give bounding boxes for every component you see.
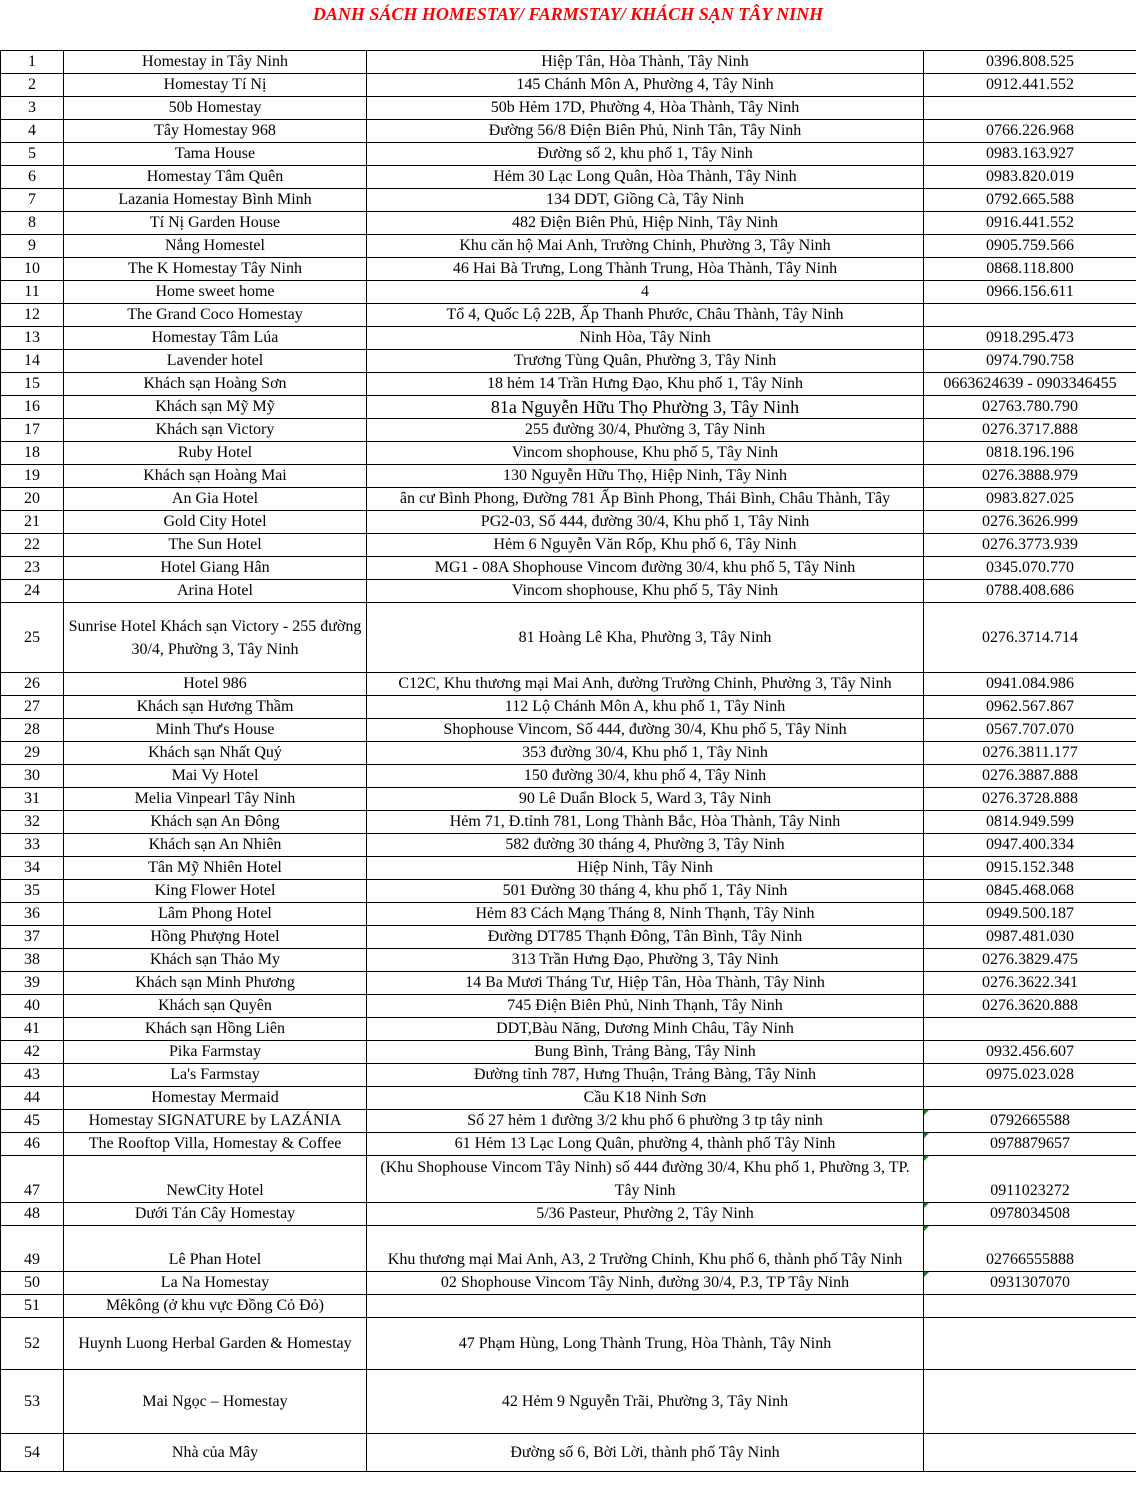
address-cell[interactable]: 112 Lộ Chánh Môn A, khu phố 1, Tây Ninh	[367, 696, 924, 719]
address-cell[interactable]: 5/36 Pasteur, Phường 2, Tây Ninh	[367, 1203, 924, 1226]
phone-cell[interactable]: 0947.400.334	[924, 834, 1136, 857]
table-row	[1, 465, 1136, 488]
phone-cell[interactable]: 0567.707.070	[924, 719, 1136, 742]
phone-cell[interactable]: 0345.070.770	[924, 557, 1136, 580]
address-cell[interactable]: 18 hẻm 14 Trần Hưng Đạo, Khu phố 1, Tây Ninh	[367, 373, 924, 396]
table-row	[1, 396, 1136, 419]
table-row	[1, 995, 1136, 1018]
phone-cell[interactable]: 0987.481.030	[924, 926, 1136, 949]
row-number-cell[interactable]: 24	[1, 580, 64, 603]
phone-cell[interactable]: 0276.3626.999	[924, 511, 1136, 534]
phone-cell[interactable]	[924, 1434, 1136, 1472]
address-cell[interactable]: 61 Hẻm 13 Lạc Long Quân, phường 4, thành phố Tây Ninh	[367, 1133, 924, 1156]
row-number-cell[interactable]: 11	[1, 281, 64, 304]
address-cell[interactable]: Ninh Hòa, Tây Ninh	[367, 327, 924, 350]
row-number-cell[interactable]: 21	[1, 511, 64, 534]
table-row	[1, 419, 1136, 442]
row-number-cell[interactable]: 36	[1, 903, 64, 926]
row-number-cell[interactable]: 25	[1, 603, 64, 673]
row-number-cell[interactable]: 54	[1, 1434, 64, 1472]
address-cell[interactable]: 130 Nguyễn Hữu Thọ, Hiệp Ninh, Tây Ninh	[367, 465, 924, 488]
address-cell[interactable]	[367, 1295, 924, 1318]
name-cell[interactable]: Huynh Luong Herbal Garden & Homestay	[64, 1318, 367, 1370]
address-cell[interactable]: Bung Bình, Trảng Bàng, Tây Ninh	[367, 1041, 924, 1064]
address-cell[interactable]: Đường DT785 Thạnh Đông, Tân Bình, Tây Ninh	[367, 926, 924, 949]
row-number-cell[interactable]: 44	[1, 1087, 64, 1110]
address-cell[interactable]: (Khu Shophouse Vincom Tây Ninh) số 444 đường 30/4, Khu phố 1, Phường 3, TP. Tây Ninh	[367, 1156, 924, 1203]
table-row	[1, 534, 1136, 557]
row-number-cell[interactable]: 6	[1, 166, 64, 189]
name-cell[interactable]: Khách sạn An Đông	[64, 811, 367, 834]
row-number-cell[interactable]: 20	[1, 488, 64, 511]
listing-table	[0, 50, 1136, 1472]
row-number-cell[interactable]: 23	[1, 557, 64, 580]
phone-cell[interactable]: 0276.3714.714	[924, 603, 1136, 673]
name-cell[interactable]: Nắng Homestel	[64, 235, 367, 258]
address-cell[interactable]: Hiệp Ninh, Tây Ninh	[367, 857, 924, 880]
address-cell[interactable]: Hẻm 6 Nguyễn Văn Rốp, Khu phố 6, Tây Ninh	[367, 534, 924, 557]
phone-cell[interactable]: 02766555888	[924, 1226, 1136, 1272]
address-cell[interactable]: 50b Hẻm 17D, Phường 4, Hòa Thành, Tây Ninh	[367, 97, 924, 120]
table-row	[1, 350, 1136, 373]
row-number-cell[interactable]: 30	[1, 765, 64, 788]
phone-cell[interactable]: 0766.226.968	[924, 120, 1136, 143]
name-cell[interactable]: Khách sạn Quyên	[64, 995, 367, 1018]
table-row	[1, 1133, 1136, 1156]
address-cell[interactable]: 81a Nguyễn Hữu Thọ Phường 3, Tây Ninh	[367, 396, 924, 419]
name-cell[interactable]: Lazania Homestay Bình Minh	[64, 189, 367, 212]
table-row	[1, 1087, 1136, 1110]
row-number-cell[interactable]: 3	[1, 97, 64, 120]
address-text: C12C, Khu thương mại Mai Anh, đường Trường Chinh, Phường 3, Tây Ninh	[398, 675, 892, 692]
phone-cell[interactable]: 0978034508	[924, 1203, 1136, 1226]
name-cell[interactable]: Hồng Phượng Hotel	[64, 926, 367, 949]
address-cell[interactable]: Trương Tùng Quân, Phường 3, Tây Ninh	[367, 350, 924, 373]
name-cell[interactable]: Khách sạn Hoàng Mai	[64, 465, 367, 488]
row-number-cell[interactable]: 17	[1, 419, 64, 442]
row-number-cell[interactable]: 1	[1, 51, 64, 74]
name-cell[interactable]: The Sun Hotel	[64, 534, 367, 557]
address-cell[interactable]: DDT,Bàu Năng, Dương Minh Châu, Tây Ninh	[367, 1018, 924, 1041]
name-cell[interactable]: Tân Mỹ Nhiên Hotel	[64, 857, 367, 880]
table-row	[1, 880, 1136, 903]
row-number-cell[interactable]: 19	[1, 465, 64, 488]
row-number-cell[interactable]: 34	[1, 857, 64, 880]
table-row	[1, 1203, 1136, 1226]
row-number-cell[interactable]: 14	[1, 350, 64, 373]
phone-cell[interactable]	[924, 1087, 1136, 1110]
phone-cell[interactable]: 0792.665.588	[924, 189, 1136, 212]
table-row	[1, 1272, 1136, 1295]
name-cell[interactable]: Khách sạn Hương Thầm	[64, 696, 367, 719]
address-cell[interactable]: 482 Điện Biên Phủ, Hiệp Ninh, Tây Ninh	[367, 212, 924, 235]
table-row	[1, 742, 1136, 765]
table-row	[1, 1295, 1136, 1318]
row-number-cell[interactable]: 16	[1, 396, 64, 419]
table-row	[1, 235, 1136, 258]
row-number-cell[interactable]: 4	[1, 120, 64, 143]
table-row	[1, 696, 1136, 719]
address-cell[interactable]: 4	[367, 281, 924, 304]
phone-cell[interactable]: 0911023272	[924, 1156, 1136, 1203]
name-cell[interactable]: Hotel 986	[64, 673, 367, 696]
row-number-cell[interactable]: 46	[1, 1133, 64, 1156]
address-cell[interactable]: PG2-03, Số 444, đường 30/4, Khu phố 1, Tây Ninh	[367, 511, 924, 534]
phone-cell[interactable]: 0983.163.927	[924, 143, 1136, 166]
name-cell[interactable]: Homestay Tí Nị	[64, 74, 367, 97]
table-row	[1, 811, 1136, 834]
phone-cell[interactable]: 0276.3620.888	[924, 995, 1136, 1018]
name-cell[interactable]: The Grand Coco Homestay	[64, 304, 367, 327]
row-number-cell[interactable]: 47	[1, 1156, 64, 1203]
row-number-cell[interactable]: 50	[1, 1272, 64, 1295]
row-number-cell[interactable]: 43	[1, 1064, 64, 1087]
name-cell[interactable]: Home sweet home	[64, 281, 367, 304]
name-cell[interactable]: Khách sạn Hồng Liên	[64, 1018, 367, 1041]
address-cell[interactable]: 745 Điện Biên Phủ, Ninh Thạnh, Tây Ninh	[367, 995, 924, 1018]
name-cell[interactable]: Mai Vy Hotel	[64, 765, 367, 788]
table-row	[1, 719, 1136, 742]
address-cell[interactable]: 90 Lê Duẩn Block 5, Ward 3, Tây Ninh	[367, 788, 924, 811]
name-cell[interactable]: Dưới Tán Cây Homestay	[64, 1203, 367, 1226]
phone-cell[interactable]: 0918.295.473	[924, 327, 1136, 350]
name-cell[interactable]: Homestay SIGNATURE by LAZÁNIA	[64, 1110, 367, 1133]
address-cell[interactable]: Hiệp Tân, Hòa Thành, Tây Ninh	[367, 51, 924, 74]
phone-cell[interactable]	[924, 97, 1136, 120]
spreadsheet	[0, 50, 1136, 1472]
table-row	[1, 1226, 1136, 1272]
name-cell[interactable]: Sunrise Hotel Khách sạn Victory - 255 đường 30/4, Phường 3, Tây Ninh	[64, 603, 367, 673]
name-cell[interactable]: Lê Phan Hotel	[64, 1226, 367, 1272]
table-row	[1, 442, 1136, 465]
table-row	[1, 488, 1136, 511]
address-cell[interactable]: 14 Ba Mươi Tháng Tư, Hiệp Tân, Hòa Thành, Tây Ninh	[367, 972, 924, 995]
name-cell[interactable]: The Rooftop Villa, Homestay & Coffee	[64, 1133, 367, 1156]
table-row	[1, 557, 1136, 580]
phone-cell[interactable]: 0905.759.566	[924, 235, 1136, 258]
table-row	[1, 1018, 1136, 1041]
address-cell[interactable]	[367, 673, 924, 696]
phone-cell[interactable]: 0276.3622.341	[924, 972, 1136, 995]
phone-cell[interactable]: 0916.441.552	[924, 212, 1136, 235]
table-row	[1, 74, 1136, 97]
address-cell[interactable]: Khu thương mại Mai Anh, A3, 2 Trường Chinh, Khu phố 6, thành phố Tây Ninh	[367, 1226, 924, 1272]
table-row	[1, 511, 1136, 534]
name-cell[interactable]: An Gia Hotel	[64, 488, 367, 511]
name-cell[interactable]: Ruby Hotel	[64, 442, 367, 465]
name-cell[interactable]: Mêkông (ở khu vực Đồng Cỏ Đỏ)	[64, 1295, 367, 1318]
address-cell[interactable]	[367, 488, 924, 511]
name-cell[interactable]: Minh Thư's House	[64, 719, 367, 742]
phone-cell[interactable]: 0788.408.686	[924, 580, 1136, 603]
phone-cell[interactable]: 0915.152.348	[924, 857, 1136, 880]
phone-cell[interactable]	[924, 1018, 1136, 1041]
name-cell[interactable]: Melia Vinpearl Tây Ninh	[64, 788, 367, 811]
address-cell[interactable]: Đường số 6, Bời Lời, thành phố Tây Ninh	[367, 1434, 924, 1472]
address-cell[interactable]: Đường tỉnh 787, Hưng Thuận, Trảng Bàng, Tây Ninh	[367, 1064, 924, 1087]
name-cell[interactable]: La Na Homestay	[64, 1272, 367, 1295]
table-row	[1, 189, 1136, 212]
table-row	[1, 304, 1136, 327]
table-row	[1, 143, 1136, 166]
table-row	[1, 788, 1136, 811]
phone-cell[interactable]: 0276.3728.888	[924, 788, 1136, 811]
phone-cell[interactable]: 0932.456.607	[924, 1041, 1136, 1064]
name-cell[interactable]: NewCity Hotel	[64, 1156, 367, 1203]
phone-cell[interactable]: 0983.820.019	[924, 166, 1136, 189]
row-number-cell[interactable]: 13	[1, 327, 64, 350]
row-number-cell[interactable]: 29	[1, 742, 64, 765]
row-number-cell[interactable]: 2	[1, 74, 64, 97]
address-cell[interactable]: 42 Hẻm 9 Nguyễn Trãi, Phường 3, Tây Ninh	[367, 1370, 924, 1434]
phone-cell[interactable]: 0962.567.867	[924, 696, 1136, 719]
address-cell[interactable]: MG1 - 08A Shophouse Vincom đường 30/4, khu phố 5, Tây Ninh	[367, 557, 924, 580]
address-cell[interactable]: 353 đường 30/4, Khu phố 1, Tây Ninh	[367, 742, 924, 765]
phone-cell[interactable]: 0276.3888.979	[924, 465, 1136, 488]
name-cell[interactable]: Khách sạn Victory	[64, 419, 367, 442]
table-row	[1, 1434, 1136, 1472]
table-row	[1, 603, 1136, 673]
table-row	[1, 857, 1136, 880]
name-cell[interactable]: Tí Nị Garden House	[64, 212, 367, 235]
address-cell[interactable]: 134 DDT, Giồng Cà, Tây Ninh	[367, 189, 924, 212]
address-cell[interactable]: Vincom shophouse, Khu phố 5, Tây Ninh	[367, 442, 924, 465]
phone-cell[interactable]: 0276.3717.888	[924, 419, 1136, 442]
phone-cell[interactable]	[924, 1370, 1136, 1434]
address-cell[interactable]: 501 Đường 30 tháng 4, khu phố 1, Tây Ninh	[367, 880, 924, 903]
row-number-cell[interactable]: 40	[1, 995, 64, 1018]
row-number-cell[interactable]: 41	[1, 1018, 64, 1041]
address-text: ân cư Bình Phong, Đường 781 Ấp Bình Phong, Thái Bình, Châu Thành, Tây	[399, 490, 891, 507]
row-number-cell[interactable]: 28	[1, 719, 64, 742]
table-row	[1, 1041, 1136, 1064]
row-number-cell[interactable]: 52	[1, 1318, 64, 1370]
address-cell[interactable]: Vincom shophouse, Khu phố 5, Tây Ninh	[367, 580, 924, 603]
phone-cell[interactable]: 0396.808.525	[924, 51, 1136, 74]
name-cell[interactable]: King Flower Hotel	[64, 880, 367, 903]
name-cell[interactable]: Tây Homestay 968	[64, 120, 367, 143]
table-row	[1, 673, 1136, 696]
row-number-cell[interactable]: 22	[1, 534, 64, 557]
listing-table-body	[1, 51, 1136, 1472]
address-cell[interactable]: Cầu K18 Ninh Sơn	[367, 1087, 924, 1110]
row-number-cell[interactable]: 33	[1, 834, 64, 857]
row-number-cell[interactable]: 18	[1, 442, 64, 465]
table-row	[1, 373, 1136, 396]
table-row	[1, 1156, 1136, 1203]
address-cell[interactable]: 150 đường 30/4, khu phố 4, Tây Ninh	[367, 765, 924, 788]
table-row	[1, 97, 1136, 120]
row-number-cell[interactable]: 53	[1, 1370, 64, 1434]
name-cell[interactable]: Khách sạn Mỹ Mỹ	[64, 396, 367, 419]
address-cell[interactable]: Tổ 4, Quốc Lộ 22B, Ấp Thanh Phước, Châu Thành, Tây Ninh	[367, 304, 924, 327]
phone-cell[interactable]: 0792665588	[924, 1110, 1136, 1133]
address-cell[interactable]: 145 Chánh Môn A, Phường 4, Tây Ninh	[367, 74, 924, 97]
table-row	[1, 166, 1136, 189]
name-cell[interactable]: Homestay Mermaid	[64, 1087, 367, 1110]
address-cell[interactable]: 46 Hai Bà Trưng, Long Thành Trung, Hòa Thành, Tây Ninh	[367, 258, 924, 281]
table-row	[1, 120, 1136, 143]
row-number-cell[interactable]: 12	[1, 304, 64, 327]
phone-cell[interactable]	[924, 304, 1136, 327]
row-number-cell[interactable]: 49	[1, 1226, 64, 1272]
row-number-cell[interactable]: 8	[1, 212, 64, 235]
phone-cell[interactable]	[924, 1318, 1136, 1370]
address-cell[interactable]: 582 đường 30 tháng 4, Phường 3, Tây Ninh	[367, 834, 924, 857]
table-row	[1, 51, 1136, 74]
phone-cell[interactable]: 0868.118.800	[924, 258, 1136, 281]
phone-cell[interactable]: 0912.441.552	[924, 74, 1136, 97]
name-cell[interactable]: Khách sạn Hoàng Sơn	[64, 373, 367, 396]
table-row	[1, 281, 1136, 304]
phone-cell[interactable]: 0276.3829.475	[924, 949, 1136, 972]
address-cell[interactable]: 81 Hoàng Lê Kha, Phường 3, Tây Ninh	[367, 603, 924, 673]
address-cell[interactable]: Đường 56/8 Điện Biên Phủ, Ninh Tân, Tây Ninh	[367, 120, 924, 143]
sheet-title: DANH SÁCH HOMESTAY/ FARMSTAY/ KHÁCH SẠN TÂY NINH	[312, 4, 824, 24]
name-cell[interactable]: The K Homestay Tây Ninh	[64, 258, 367, 281]
name-cell[interactable]: Gold City Hotel	[64, 511, 367, 534]
row-number-cell[interactable]: 26	[1, 673, 64, 696]
table-row	[1, 926, 1136, 949]
phone-cell[interactable]: 02763.780.790	[924, 396, 1136, 419]
address-cell[interactable]: Đường số 2, khu phố 1, Tây Ninh	[367, 143, 924, 166]
table-row	[1, 327, 1136, 350]
address-cell[interactable]: Hẻm 30 Lạc Long Quân, Hòa Thành, Tây Ninh	[367, 166, 924, 189]
name-cell[interactable]: Tama House	[64, 143, 367, 166]
address-cell[interactable]: Số 27 hẻm 1 đường 3/2 khu phố 6 phường 3 tp tây ninh	[367, 1110, 924, 1133]
row-number-cell[interactable]: 9	[1, 235, 64, 258]
phone-cell[interactable]: 0949.500.187	[924, 903, 1136, 926]
name-cell[interactable]: Pika Farmstay	[64, 1041, 367, 1064]
table-row	[1, 1370, 1136, 1434]
name-cell[interactable]: Khách sạn Minh Phương	[64, 972, 367, 995]
name-cell[interactable]: Homestay in Tây Ninh	[64, 51, 367, 74]
row-number-cell[interactable]: 5	[1, 143, 64, 166]
phone-cell[interactable]: 0276.3773.939	[924, 534, 1136, 557]
table-row	[1, 1110, 1136, 1133]
row-number-cell[interactable]: 45	[1, 1110, 64, 1133]
name-cell[interactable]: Nhà của Mây	[64, 1434, 367, 1472]
table-row	[1, 765, 1136, 788]
name-cell[interactable]: Lavender hotel	[64, 350, 367, 373]
row-number-cell[interactable]: 31	[1, 788, 64, 811]
address-cell[interactable]: Hẻm 71, Đ.tỉnh 781, Long Thành Bắc, Hòa Thành, Tây Ninh	[367, 811, 924, 834]
row-number-cell[interactable]: 32	[1, 811, 64, 834]
row-number-cell[interactable]: 35	[1, 880, 64, 903]
table-row	[1, 949, 1136, 972]
row-number-cell[interactable]: 48	[1, 1203, 64, 1226]
name-cell[interactable]: La's Farmstay	[64, 1064, 367, 1087]
phone-cell[interactable]: 0975.023.028	[924, 1064, 1136, 1087]
row-number-cell[interactable]: 42	[1, 1041, 64, 1064]
row-number-cell[interactable]: 27	[1, 696, 64, 719]
name-cell[interactable]: Mai Ngọc – Homestay	[64, 1370, 367, 1434]
name-cell[interactable]: Khách sạn Thảo My	[64, 949, 367, 972]
name-cell[interactable]: 50b Homestay	[64, 97, 367, 120]
table-row	[1, 1064, 1136, 1087]
address-cell[interactable]: 255 đường 30/4, Phường 3, Tây Ninh	[367, 419, 924, 442]
phone-cell[interactable]: 0931307070	[924, 1272, 1136, 1295]
row-number-cell[interactable]: 7	[1, 189, 64, 212]
table-row	[1, 972, 1136, 995]
phone-cell[interactable]: 0276.3811.177	[924, 742, 1136, 765]
row-number-cell[interactable]: 10	[1, 258, 64, 281]
row-number-cell[interactable]: 38	[1, 949, 64, 972]
address-cell[interactable]: 02 Shophouse Vincom Tây Ninh, đường 30/4, P.3, TP Tây Ninh	[367, 1272, 924, 1295]
phone-cell[interactable]: 0814.949.599	[924, 811, 1136, 834]
name-cell[interactable]: Khách sạn An Nhiên	[64, 834, 367, 857]
name-cell[interactable]: Hotel Giang Hân	[64, 557, 367, 580]
phone-cell[interactable]: 0974.790.758	[924, 350, 1136, 373]
phone-cell[interactable]: 0818.196.196	[924, 442, 1136, 465]
row-number-cell[interactable]: 15	[1, 373, 64, 396]
table-row	[1, 580, 1136, 603]
phone-cell[interactable]: 0941.084.986	[924, 673, 1136, 696]
phone-cell[interactable]: 0276.3887.888	[924, 765, 1136, 788]
row-number-cell[interactable]: 37	[1, 926, 64, 949]
table-row	[1, 212, 1136, 235]
table-row	[1, 834, 1136, 857]
address-cell[interactable]: Hẻm 83 Cách Mạng Tháng 8, Ninh Thạnh, Tây Ninh	[367, 903, 924, 926]
phone-cell[interactable]: 0845.468.068	[924, 880, 1136, 903]
name-cell[interactable]: Arina Hotel	[64, 580, 367, 603]
phone-cell[interactable]	[924, 1295, 1136, 1318]
row-number-cell[interactable]: 39	[1, 972, 64, 995]
phone-cell[interactable]: 0983.827.025	[924, 488, 1136, 511]
address-cell[interactable]: 47 Phạm Hùng, Long Thành Trung, Hòa Thành, Tây Ninh	[367, 1318, 924, 1370]
table-row	[1, 903, 1136, 926]
name-cell[interactable]: Lâm Phong Hotel	[64, 903, 367, 926]
row-number-cell[interactable]: 51	[1, 1295, 64, 1318]
address-cell[interactable]: Shophouse Vincom, Số 444, đường 30/4, Khu phố 5, Tây Ninh	[367, 719, 924, 742]
name-cell[interactable]: Homestay Tâm Quên	[64, 166, 367, 189]
address-cell[interactable]: Khu căn hộ Mai Anh, Trường Chinh, Phường 3, Tây Ninh	[367, 235, 924, 258]
phone-cell[interactable]: 0978879657	[924, 1133, 1136, 1156]
name-cell[interactable]: Khách sạn Nhất Quý	[64, 742, 367, 765]
phone-cell[interactable]: 0966.156.611	[924, 281, 1136, 304]
phone-cell[interactable]: 0663624639 - 0903346455	[924, 373, 1136, 396]
table-row	[1, 1318, 1136, 1370]
address-cell[interactable]: 313 Trần Hưng Đạo, Phường 3, Tây Ninh	[367, 949, 924, 972]
table-row	[1, 258, 1136, 281]
name-cell[interactable]: Homestay Tâm Lúa	[64, 327, 367, 350]
